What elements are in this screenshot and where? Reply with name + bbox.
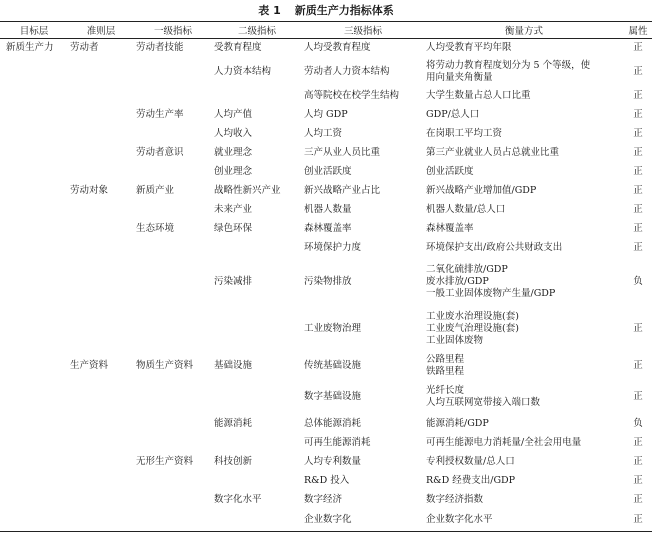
measurement-line: 一般工业固体废物产生量/GDP xyxy=(426,287,556,299)
measurement-method-cell xyxy=(424,57,624,87)
level1-indicator-cell xyxy=(134,510,212,532)
attribute-cell: 正 xyxy=(633,242,643,253)
criterion-cell xyxy=(68,87,134,106)
goal-cell xyxy=(0,239,68,258)
level1-indicator-cell: 劳动生产率 xyxy=(136,109,184,120)
criterion-cell xyxy=(68,220,134,239)
table-row xyxy=(0,106,652,125)
attribute-cell: 正 xyxy=(633,437,643,448)
measurement-line: R&D 经费支出/GDP xyxy=(426,475,516,486)
level3-indicator-cell: 人均专利数量 xyxy=(304,456,362,467)
measurement-line: 第三产业就业人员占总就业比重 xyxy=(426,147,560,158)
criterion-cell xyxy=(68,510,134,532)
measurement-line: 二氧化硫排放/GDP xyxy=(426,263,508,275)
goal-cell xyxy=(0,220,68,239)
measurement-line: 人均互联网宽带接入端口数 xyxy=(426,397,541,408)
measurement-line: 企业数字化水平 xyxy=(426,514,493,526)
criterion-cell xyxy=(68,57,134,87)
level2-indicator-cell: 未来产业 xyxy=(214,204,253,215)
level3-indicator-cell: 人均 GDP xyxy=(304,109,348,120)
measurement-line: 在岗职工平均工资 xyxy=(426,128,503,139)
measurement-line: 大学生数量占总人口比重 xyxy=(426,90,531,101)
attribute-cell: 正 xyxy=(633,65,643,77)
criterion-cell: 劳动者 xyxy=(70,41,99,53)
level3-indicator-cell: 人均工资 xyxy=(304,128,343,139)
level2-indicator-cell: 能源消耗 xyxy=(214,418,253,429)
level3-indicator-cell: 新兴战略产业占比 xyxy=(304,185,381,196)
level3-indicator-cell: 工业废物治理 xyxy=(304,323,362,334)
level1-indicator-cell xyxy=(134,434,212,453)
level3-indicator-cell: 数字经济 xyxy=(304,494,343,505)
table-row xyxy=(0,220,652,239)
measurement-line: 机器人数量/总人口 xyxy=(426,204,506,215)
level3-indicator-cell: 人均受教育程度 xyxy=(304,41,371,53)
criterion-cell xyxy=(68,239,134,258)
level3-indicator-cell: R&D 投入 xyxy=(304,475,350,486)
level2-indicator-cell: 人均收入 xyxy=(214,128,253,139)
level3-indicator-cell: 高等院校在校学生结构 xyxy=(304,90,400,101)
attribute-cell: 正 xyxy=(633,185,643,196)
measurement-method-cell xyxy=(424,182,624,201)
level2-indicator-cell: 基础设施 xyxy=(214,360,253,371)
criterion-cell xyxy=(68,491,134,510)
level3-indicator-cell: 森林覆盖率 xyxy=(304,223,352,234)
table-row xyxy=(0,182,652,201)
level1-indicator-cell: 物质生产资料 xyxy=(136,360,194,371)
level1-indicator-cell: 生态环境 xyxy=(136,223,175,234)
table-row xyxy=(0,472,652,491)
goal-cell xyxy=(0,144,68,163)
level1-indicator-cell xyxy=(134,201,212,220)
level2-indicator-cell: 受教育程度 xyxy=(214,41,262,53)
level1-indicator-cell xyxy=(134,415,212,434)
criterion-cell xyxy=(68,163,134,182)
table-row xyxy=(0,491,652,510)
measurement-line: 数字经济指数 xyxy=(426,494,484,505)
measurement-method-cell xyxy=(424,258,624,306)
table-row xyxy=(0,510,652,532)
measurement-method-cell xyxy=(424,239,624,258)
attribute-cell: 正 xyxy=(633,166,643,177)
criterion-cell xyxy=(68,453,134,472)
level2-indicator-cell xyxy=(212,380,302,415)
goal-cell xyxy=(0,353,68,380)
indicator-table xyxy=(0,21,652,532)
attribute-cell: 正 xyxy=(633,128,643,139)
level1-indicator-cell xyxy=(134,472,212,491)
criterion-cell xyxy=(68,434,134,453)
measurement-line: 环境保护支出/政府公共财政支出 xyxy=(426,242,563,253)
measurement-line: 人均受教育平均年限 xyxy=(426,41,512,53)
criterion-cell xyxy=(68,125,134,144)
goal-cell xyxy=(0,182,68,201)
attribute-cell: 正 xyxy=(633,360,643,371)
measurement-line: 废水排放/GDP xyxy=(426,275,489,287)
level2-indicator-cell xyxy=(212,472,302,491)
table-row xyxy=(0,258,652,306)
table-row xyxy=(0,144,652,163)
table-row xyxy=(0,353,652,380)
criterion-cell xyxy=(68,201,134,220)
level2-indicator-cell: 科技创新 xyxy=(214,456,253,467)
attribute-cell: 负 xyxy=(633,418,643,429)
measurement-method-cell xyxy=(424,106,624,125)
level2-indicator-cell: 战略性新兴产业 xyxy=(214,185,281,196)
level2-indicator-cell: 数字化水平 xyxy=(214,494,262,505)
level3-indicator-cell: 数字基础设施 xyxy=(304,391,362,402)
measurement-line: GDP/总人口 xyxy=(426,109,480,120)
measurement-line: 工业废气治理设施(套) xyxy=(426,323,519,334)
table-number: 表 1 xyxy=(258,4,281,17)
criterion-cell xyxy=(68,380,134,415)
measurement-line: 可再生能源电力消耗量/全社会用电量 xyxy=(426,437,582,448)
level2-indicator-cell: 绿色环保 xyxy=(214,223,253,234)
goal-cell: 新质生产力 xyxy=(6,41,54,53)
column-header: 目标层 xyxy=(0,22,68,39)
measurement-method-cell xyxy=(424,510,624,532)
measurement-line: 将劳动力教育程度划分为 5 个等级，使 xyxy=(426,59,591,71)
level1-indicator-cell xyxy=(134,163,212,182)
level2-indicator-cell: 就业理念 xyxy=(214,147,253,158)
column-header: 准则层 xyxy=(68,22,134,39)
goal-cell xyxy=(0,57,68,87)
level3-indicator-cell: 企业数字化 xyxy=(302,510,424,532)
table-row xyxy=(0,87,652,106)
measurement-method-cell xyxy=(424,306,624,353)
goal-cell xyxy=(0,258,68,306)
measurement-method-cell xyxy=(424,491,624,510)
measurement-method-cell xyxy=(424,380,624,415)
level3-indicator-cell: 劳动者人力资本结构 xyxy=(304,65,390,77)
measurement-line: 专利授权数量/总人口 xyxy=(426,456,515,467)
goal-cell xyxy=(0,163,68,182)
goal-cell xyxy=(0,125,68,144)
level1-indicator-cell xyxy=(134,306,212,353)
goal-cell xyxy=(0,415,68,434)
measurement-line: 新兴战略产业增加值/GDP xyxy=(426,185,537,196)
level2-indicator-cell xyxy=(212,239,302,258)
measurement-line: 公路里程 xyxy=(426,354,465,365)
goal-cell xyxy=(0,510,68,532)
level1-indicator-cell: 新质产业 xyxy=(136,185,175,196)
table-row xyxy=(0,453,652,472)
table-row xyxy=(0,239,652,258)
criterion-cell xyxy=(68,106,134,125)
measurement-line: 用向量夹角衡量 xyxy=(426,71,493,83)
level2-indicator-cell xyxy=(212,510,302,532)
level2-indicator-cell: 创业理念 xyxy=(214,166,253,177)
level3-indicator-cell: 传统基础设施 xyxy=(304,360,362,371)
level1-indicator-cell xyxy=(134,258,212,306)
measurement-method-cell xyxy=(424,415,624,434)
level3-indicator-cell: 创业活跃度 xyxy=(304,166,352,177)
goal-cell xyxy=(0,87,68,106)
measurement-line: 森林覆盖率 xyxy=(426,223,474,234)
column-header: 一级指标 xyxy=(134,22,212,39)
table-row xyxy=(0,380,652,415)
criterion-cell: 生产资料 xyxy=(70,360,109,371)
level1-indicator-cell xyxy=(134,380,212,415)
attribute-cell: 正 xyxy=(633,456,643,467)
attribute-cell: 正 xyxy=(633,41,643,53)
column-header: 二级指标 xyxy=(212,22,302,39)
level2-indicator-cell: 人均产值 xyxy=(214,109,253,120)
criterion-cell: 劳动对象 xyxy=(70,185,109,196)
measurement-method-cell xyxy=(424,201,624,220)
table-title: 新质生产力指标体系 xyxy=(294,4,394,17)
level2-indicator-cell xyxy=(212,434,302,453)
measurement-line: 铁路里程 xyxy=(426,366,465,377)
level1-indicator-cell xyxy=(134,87,212,106)
measurement-line: 工业废水治理设施(套) xyxy=(426,311,519,322)
level3-indicator-cell: 可再生能源消耗 xyxy=(304,437,371,448)
attribute-cell: 负 xyxy=(633,275,643,287)
goal-cell xyxy=(0,201,68,220)
measurement-method-cell xyxy=(424,125,624,144)
criterion-cell xyxy=(68,472,134,491)
level3-indicator-cell: 总体能源消耗 xyxy=(304,418,362,429)
column-header: 三级指标 xyxy=(302,22,424,39)
criterion-cell xyxy=(68,258,134,306)
measurement-method-cell xyxy=(424,39,624,57)
attribute-cell: 正 xyxy=(633,204,643,215)
column-header: 属性 xyxy=(624,22,652,39)
attribute-cell: 正 xyxy=(633,223,643,234)
level1-indicator-cell xyxy=(134,239,212,258)
level1-indicator-cell: 无形生产资料 xyxy=(136,456,194,467)
level1-indicator-cell: 劳动者技能 xyxy=(136,41,184,53)
attribute-cell: 正 xyxy=(633,475,643,486)
goal-cell xyxy=(0,472,68,491)
measurement-line: 工业固体废物 xyxy=(426,335,484,346)
measurement-line: 能源消耗/GDP xyxy=(426,418,489,429)
attribute-cell: 正 xyxy=(633,90,643,101)
level2-indicator-cell xyxy=(212,87,302,106)
measurement-line: 光纤长度 xyxy=(426,385,465,396)
table-row xyxy=(0,57,652,87)
table-header-row xyxy=(0,22,652,39)
measurement-method-cell xyxy=(424,453,624,472)
level3-indicator-cell: 污染物排放 xyxy=(304,275,352,287)
measurement-method-cell xyxy=(424,472,624,491)
criterion-cell xyxy=(68,144,134,163)
table-row xyxy=(0,306,652,353)
measurement-method-cell xyxy=(424,220,624,239)
attribute-cell: 正 xyxy=(633,109,643,120)
table-caption xyxy=(0,1,652,21)
goal-cell xyxy=(0,491,68,510)
goal-cell xyxy=(0,453,68,472)
goal-cell xyxy=(0,434,68,453)
attribute-cell: 正 xyxy=(633,147,643,158)
attribute-cell: 正 xyxy=(624,510,652,532)
measurement-method-cell xyxy=(424,144,624,163)
level1-indicator-cell: 劳动者意识 xyxy=(136,147,184,158)
measurement-method-cell xyxy=(424,87,624,106)
table-row xyxy=(0,415,652,434)
table-row xyxy=(0,39,652,57)
table-row xyxy=(0,434,652,453)
level1-indicator-cell xyxy=(134,125,212,144)
level3-indicator-cell: 三产从业人员比重 xyxy=(304,147,381,158)
level3-indicator-cell: 环境保护力度 xyxy=(304,242,362,253)
level1-indicator-cell xyxy=(134,57,212,87)
goal-cell xyxy=(0,106,68,125)
table-row xyxy=(0,125,652,144)
measurement-method-cell xyxy=(424,353,624,380)
attribute-cell: 正 xyxy=(633,494,643,505)
table-body xyxy=(0,39,652,532)
goal-cell xyxy=(0,380,68,415)
level2-indicator-cell: 污染减排 xyxy=(214,275,253,287)
table-row xyxy=(0,163,652,182)
level2-indicator-cell: 人力资本结构 xyxy=(214,65,272,77)
table-row xyxy=(0,201,652,220)
level2-indicator-cell xyxy=(212,306,302,353)
goal-cell xyxy=(0,306,68,353)
measurement-method-cell xyxy=(424,163,624,182)
level1-indicator-cell xyxy=(134,491,212,510)
attribute-cell: 正 xyxy=(633,323,643,334)
column-header: 衡量方式 xyxy=(424,22,624,39)
measurement-method-cell xyxy=(424,434,624,453)
attribute-cell: 正 xyxy=(633,391,643,402)
criterion-cell xyxy=(68,415,134,434)
measurement-line: 创业活跃度 xyxy=(426,166,474,177)
level3-indicator-cell: 机器人数量 xyxy=(304,204,352,215)
criterion-cell xyxy=(68,306,134,353)
